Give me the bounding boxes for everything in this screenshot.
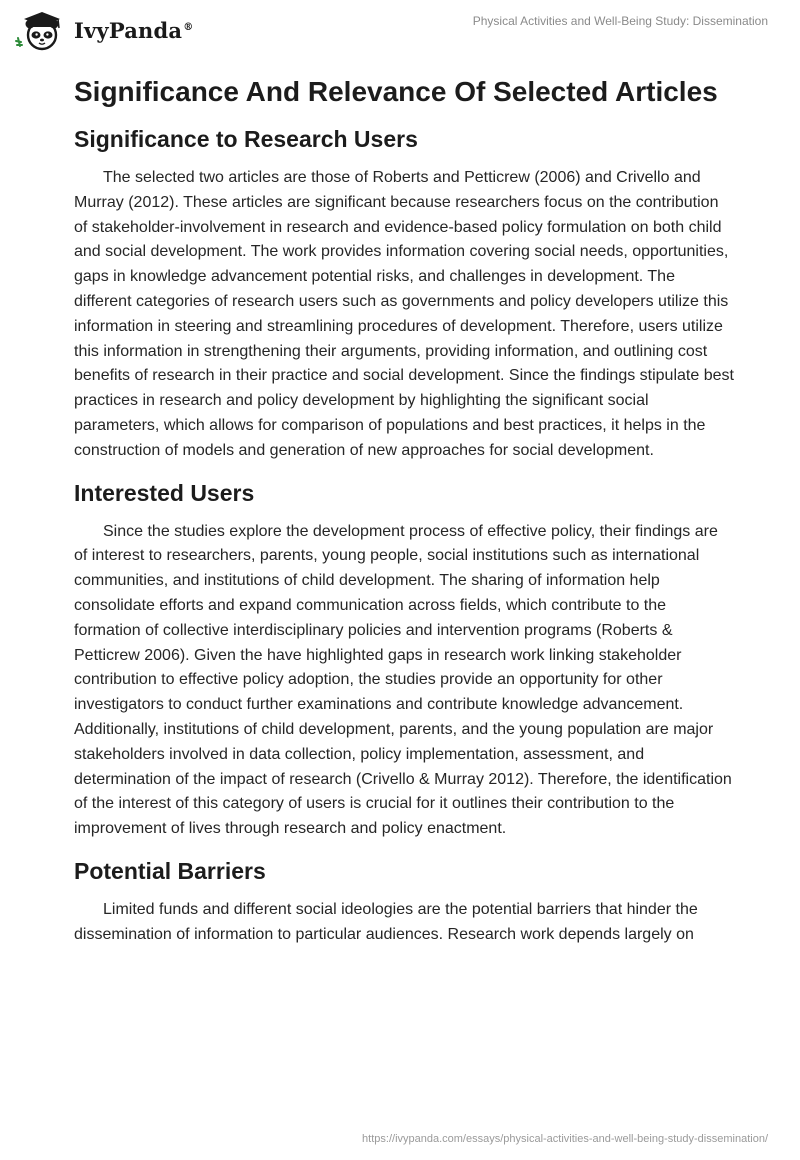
section-heading: Potential Barriers xyxy=(74,857,266,884)
section-interested-users xyxy=(74,478,734,842)
section-heading: Significance to Research Users xyxy=(74,126,418,152)
page-header xyxy=(0,0,800,60)
ivypanda-logo[interactable] xyxy=(14,8,193,52)
section-paragraph: Limited funds and different social ideologies are the potential barriers that hinder the dissemination of information to particular audiences. Research work depends largely on xyxy=(74,900,698,943)
source-url[interactable]: https://ivypanda.com/essays/physical-activities-and-well-being-study-dissemination/ xyxy=(362,1133,768,1145)
section-heading: Interested Users xyxy=(74,479,255,506)
section-paragraph: The selected two articles are those of Roberts and Petticrew (2006) and Crivello and Murray (2012). These articles are significant because researchers focus on the contribution of stakeholder-involvement in research and evidence-based policy formulation on both child and social development. The work provides information covering social needs, opportunities, gaps in knowledge advancement potential risks, and challenges in development. The different categories of research users such as governments and policy developers utilize this information in steering and streamlining procedures of development. Therefore, users utilize this information in strengthening their arguments, providing information, and outlining cost benefits of research in their practice and social development. Since the findings stipulate best practices in research and policy development by highlighting the significant social parameters, which allows for comparison of populations and best practices, it helps in the construction of models and generation of new approaches for social development. xyxy=(74,169,734,459)
section-potential-barriers xyxy=(74,856,734,948)
article-body xyxy=(74,72,734,962)
panda-graduate-icon xyxy=(14,8,70,52)
logo-wordmark: IvyPanda® xyxy=(74,17,194,43)
section-paragraph: Since the studies explore the development process of effective policy, their findings are of interest to researchers, parents, young people, social institutions such as international communities, and institutions of child development. The sharing of information help consolidate efforts and expand communication across fields, which contribute to the formation of collective interdisciplinary policies and intervention programs (Roberts & Petticrew 2006). Given the have highlighted gaps in research work linking stakeholder contribution to effective policy adoption, the studies provide an opportunity for other investigators to conduct further examinations and contribute knowledge advancement. Additionally, institutions of child development, parents, and the young population are major stakeholders involved in data collection, policy implementation, assessment, and determination of the impact of research (Crivello & Murray 2012). Therefore, the identification of the interest of this category of users is crucial for it outlines their contribution to the improvement of lives through research and policy enactment. xyxy=(74,522,732,838)
section-significance xyxy=(74,124,734,464)
document-title: Physical Activities and Well-Being Study: Dissemination xyxy=(472,14,768,28)
page-title: Significance And Relevance Of Selected Articles xyxy=(74,76,718,107)
